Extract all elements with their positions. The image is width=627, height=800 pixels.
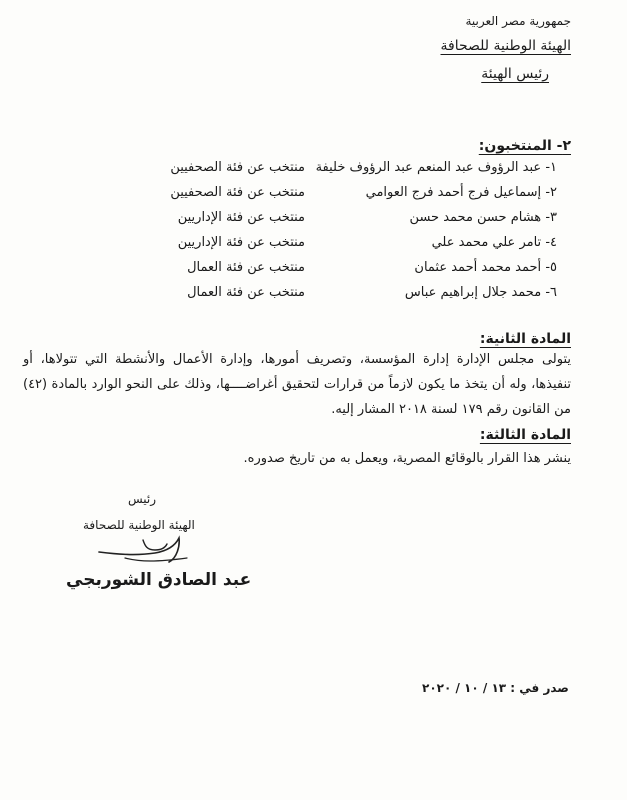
member-number: ٤-	[545, 235, 557, 250]
signature-title: رئيس	[128, 492, 157, 506]
member-name: أحمد محمد أحمد عثمان	[414, 260, 542, 275]
signatory-name: عبد الصادق الشوربجي	[66, 570, 252, 590]
member-name-1	[316, 160, 557, 175]
article-3-title: المادة الثالثة:	[479, 427, 571, 443]
handwritten-signature	[95, 532, 195, 572]
member-number: ٦-	[545, 285, 557, 300]
member-name: تامر علي محمد علي	[431, 235, 542, 250]
member-name-4	[432, 235, 557, 250]
member-name-2	[366, 185, 557, 200]
member-category-6: منتخب عن فئة العمال	[187, 285, 305, 300]
member-name: عبد الرؤوف عبد المنعم عبد الرؤوف خليفة	[315, 160, 542, 175]
member-name-3	[410, 210, 557, 225]
article-3-body: ينشر هذا القرار بالوقائع المصرية، ويعمل به من تاريخ صدوره.	[243, 451, 571, 466]
member-category-5: منتخب عن فئة العمال	[187, 260, 305, 275]
authority-name: الهيئة الوطنية للصحافة	[440, 38, 571, 54]
member-number: ٣-	[545, 210, 557, 225]
country-name: جمهورية مصر العربية	[465, 14, 571, 28]
member-category-4: منتخب عن فئة الإداريين	[177, 235, 305, 250]
issue-date-value: ١٣ / ١٠ / ٢٠٢٠	[422, 681, 507, 695]
signature-authority: الهيئة الوطنية للصحافة	[83, 518, 195, 532]
member-number: ٥-	[545, 260, 557, 275]
issue-date	[422, 681, 569, 695]
member-name-6	[405, 285, 557, 300]
member-category-3: منتخب عن فئة الإداريين	[177, 210, 305, 225]
member-name-5	[414, 260, 557, 275]
member-name: هشام حسن محمد حسن	[409, 210, 542, 225]
member-name: إسماعيل فرج أحمد فرج العوامي	[365, 185, 542, 200]
authority-position: رئيس الهيئة	[481, 66, 549, 82]
member-number: ٢-	[545, 185, 557, 200]
member-name: محمد جلال إبراهيم عباس	[404, 285, 542, 300]
article-2-body: يتولى مجلس الإدارة إدارة المؤسسة، وتصريف أمورها، وإدارة الأعمال والأنشطة التي تتولاها، أو تنفيذها، وله أن يتخذ ما يكون لازماً من قرارات لتحقيق أغراضــــها، وذلك على النحو الوارد بالمادة (٤٢) من القانون رقم ١٧٩ لسنة ٢٠١٨ المشار إليه.	[23, 352, 571, 417]
issue-date-label: صدر في :	[510, 681, 569, 695]
member-category-2: منتخب عن فئة الصحفيين	[170, 185, 305, 200]
article-2-title: المادة الثانية:	[479, 331, 571, 347]
member-number: ١-	[545, 160, 557, 175]
member-category-1: منتخب عن فئة الصحفيين	[170, 160, 305, 175]
section-heading: ٢- المنتخبون:	[478, 138, 571, 154]
